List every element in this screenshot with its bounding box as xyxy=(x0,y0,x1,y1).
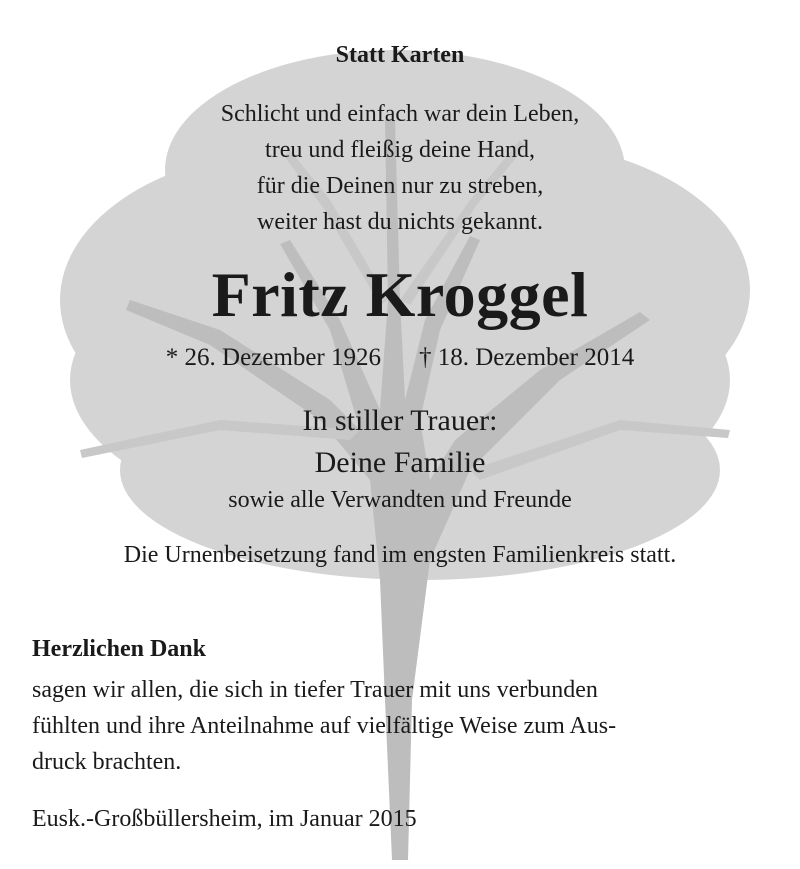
deceased-name: Fritz Kroggel xyxy=(211,259,589,330)
thanks-line: fühlten und ihre Anteilnahme auf vielfältige Weise zum Aus- xyxy=(32,713,617,739)
thanks-heading: Herzlichen Dank xyxy=(32,636,206,662)
birth-date: * 26. Dezember 1926 xyxy=(165,344,381,371)
mourners-family: Deine Familie xyxy=(314,446,486,479)
verse-line: Schlicht und einfach war dein Leben, xyxy=(220,101,580,127)
burial-notice: Die Urnenbeisetzung fand im engsten Familienkreis statt. xyxy=(123,542,677,568)
life-dates xyxy=(0,344,800,372)
thanks-line: sagen wir allen, die sich in tiefer Trauer mit uns verbunden xyxy=(32,677,598,703)
verse-line: für die Deinen nur zu streben, xyxy=(256,173,544,199)
place-and-date: Eusk.-Großbüllersheim, im Januar 2015 xyxy=(32,806,417,832)
thanks-line: druck brachten. xyxy=(32,749,182,775)
mourners-relatives: sowie alle Verwandten und Freunde xyxy=(228,487,572,513)
verse-line: weiter hast du nichts gekannt. xyxy=(257,209,543,235)
death-date: † 18. Dezember 2014 xyxy=(419,344,635,371)
mourners-intro: In stiller Trauer: xyxy=(302,404,498,437)
verse-line: treu und fleißig deine Hand, xyxy=(265,137,535,163)
header-statt-karten: Statt Karten xyxy=(335,42,465,68)
